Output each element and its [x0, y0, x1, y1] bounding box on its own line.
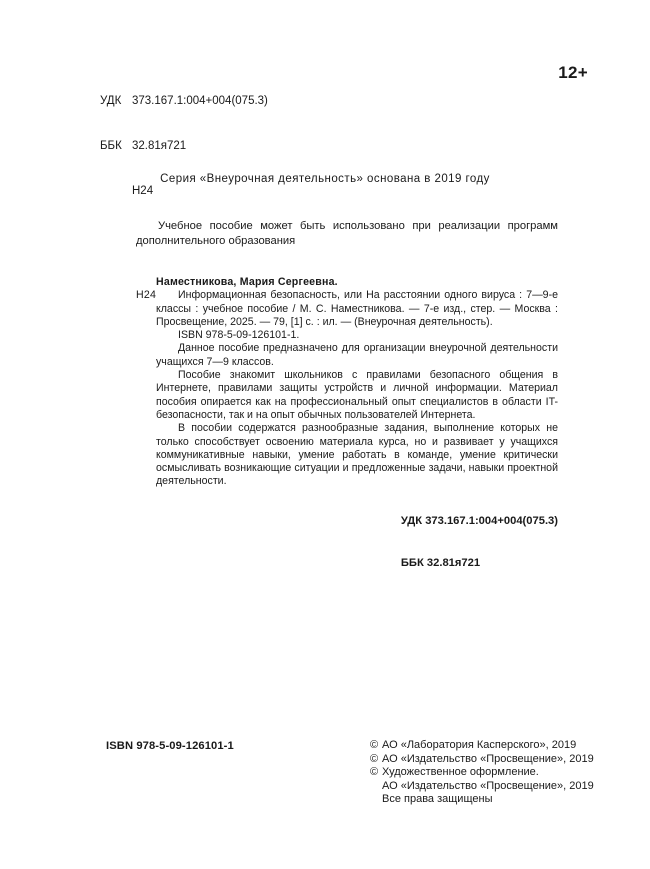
usage-note	[136, 219, 558, 248]
age-rating-badge: 12+	[558, 63, 588, 82]
copyright-text: АО «Издательство «Просвещение», 2019	[382, 779, 594, 792]
bbk-repeat-row	[401, 556, 558, 570]
annotation-paragraph-3: В пособии содержатся разнообразные задания, выполнение которых не только способствует освоению материала курса, но и развивает у учащихся коммуникативные навыки, умение работать в команде, умение критически осмысливать возникающие ситуации и предложенные задачи, навыки проектной деятельности.	[156, 422, 558, 488]
udc-row	[100, 94, 268, 109]
annotation-paragraph-2: Пособие знакомит школьников с правилами безопасного общения в Интернете, правилами защиты устройств и личной информации. Материал пособия опирается как на профессиональный опыт специалистов в области IT-безопасности, так и на опыт обычных пользователей Интернета.	[156, 369, 558, 421]
copyright-text: Все права защищены	[382, 793, 493, 806]
udc-repeat-value: 373.167.1:004+004(075.3)	[425, 515, 558, 527]
classification-codes-repeat	[401, 486, 558, 598]
bbk-value: 32.81я721	[132, 140, 187, 152]
cip-record	[136, 276, 558, 489]
usage-note-line-1: Учебное пособие может быть использовано при реализации программ	[158, 220, 558, 232]
copyright-line	[370, 793, 594, 807]
copyright-symbol: ©	[370, 752, 379, 765]
classification-codes	[100, 64, 268, 229]
copyright-text: Художественное оформление.	[382, 766, 539, 779]
copyright-line	[370, 780, 594, 794]
copyright-text: АО «Лаборатория Касперского», 2019	[382, 739, 577, 751]
bbk-row	[100, 139, 268, 154]
footer-isbn: ISBN 978-5-09-126101-1	[106, 740, 234, 752]
annotation-paragraph-1: Данное пособие предназначено для организации внеурочной деятельности учащихся 7—9 классов.	[156, 342, 558, 368]
series-statement: Серия «Внеурочная деятельность» основана в 2019 году	[160, 173, 490, 185]
bbk-label: ББК	[100, 140, 122, 152]
record-description: Информационная безопасность, или На расстоянии одного вируса : 7—9-е классы : учебное пособие / М. С. Наместникова. — 7-е изд., стер. — Москва : Просвещение, 2025. — 79, [1] с. : ил. — (Внеурочная деятельность).	[156, 289, 558, 328]
udc-value: 373.167.1:004+004(075.3)	[132, 95, 268, 107]
record-description-block	[136, 289, 558, 329]
record-author-sign: Н24	[136, 289, 157, 302]
copyright-line	[370, 753, 594, 767]
bbk-repeat-label: ББК	[400, 557, 424, 569]
udc-label: УДК	[100, 95, 122, 107]
copyright-line	[370, 739, 594, 753]
copyright-text: АО «Издательство «Просвещение», 2019	[382, 752, 594, 765]
copyright-line	[370, 766, 594, 780]
udc-repeat-row	[401, 514, 558, 528]
record-isbn: ISBN 978-5-09-126101-1.	[178, 329, 300, 342]
udc-repeat-label: УДК	[400, 515, 423, 527]
copyright-symbol: ©	[370, 739, 379, 751]
bbk-repeat-value: 32.81я721	[426, 557, 481, 569]
record-author: Наместникова, Мария Сергеевна.	[156, 276, 338, 288]
copyright-block	[370, 739, 594, 807]
author-sign-top: Н24	[132, 185, 154, 197]
usage-note-line-2: дополнительного образования	[136, 234, 296, 247]
copyright-symbol: ©	[370, 766, 379, 779]
